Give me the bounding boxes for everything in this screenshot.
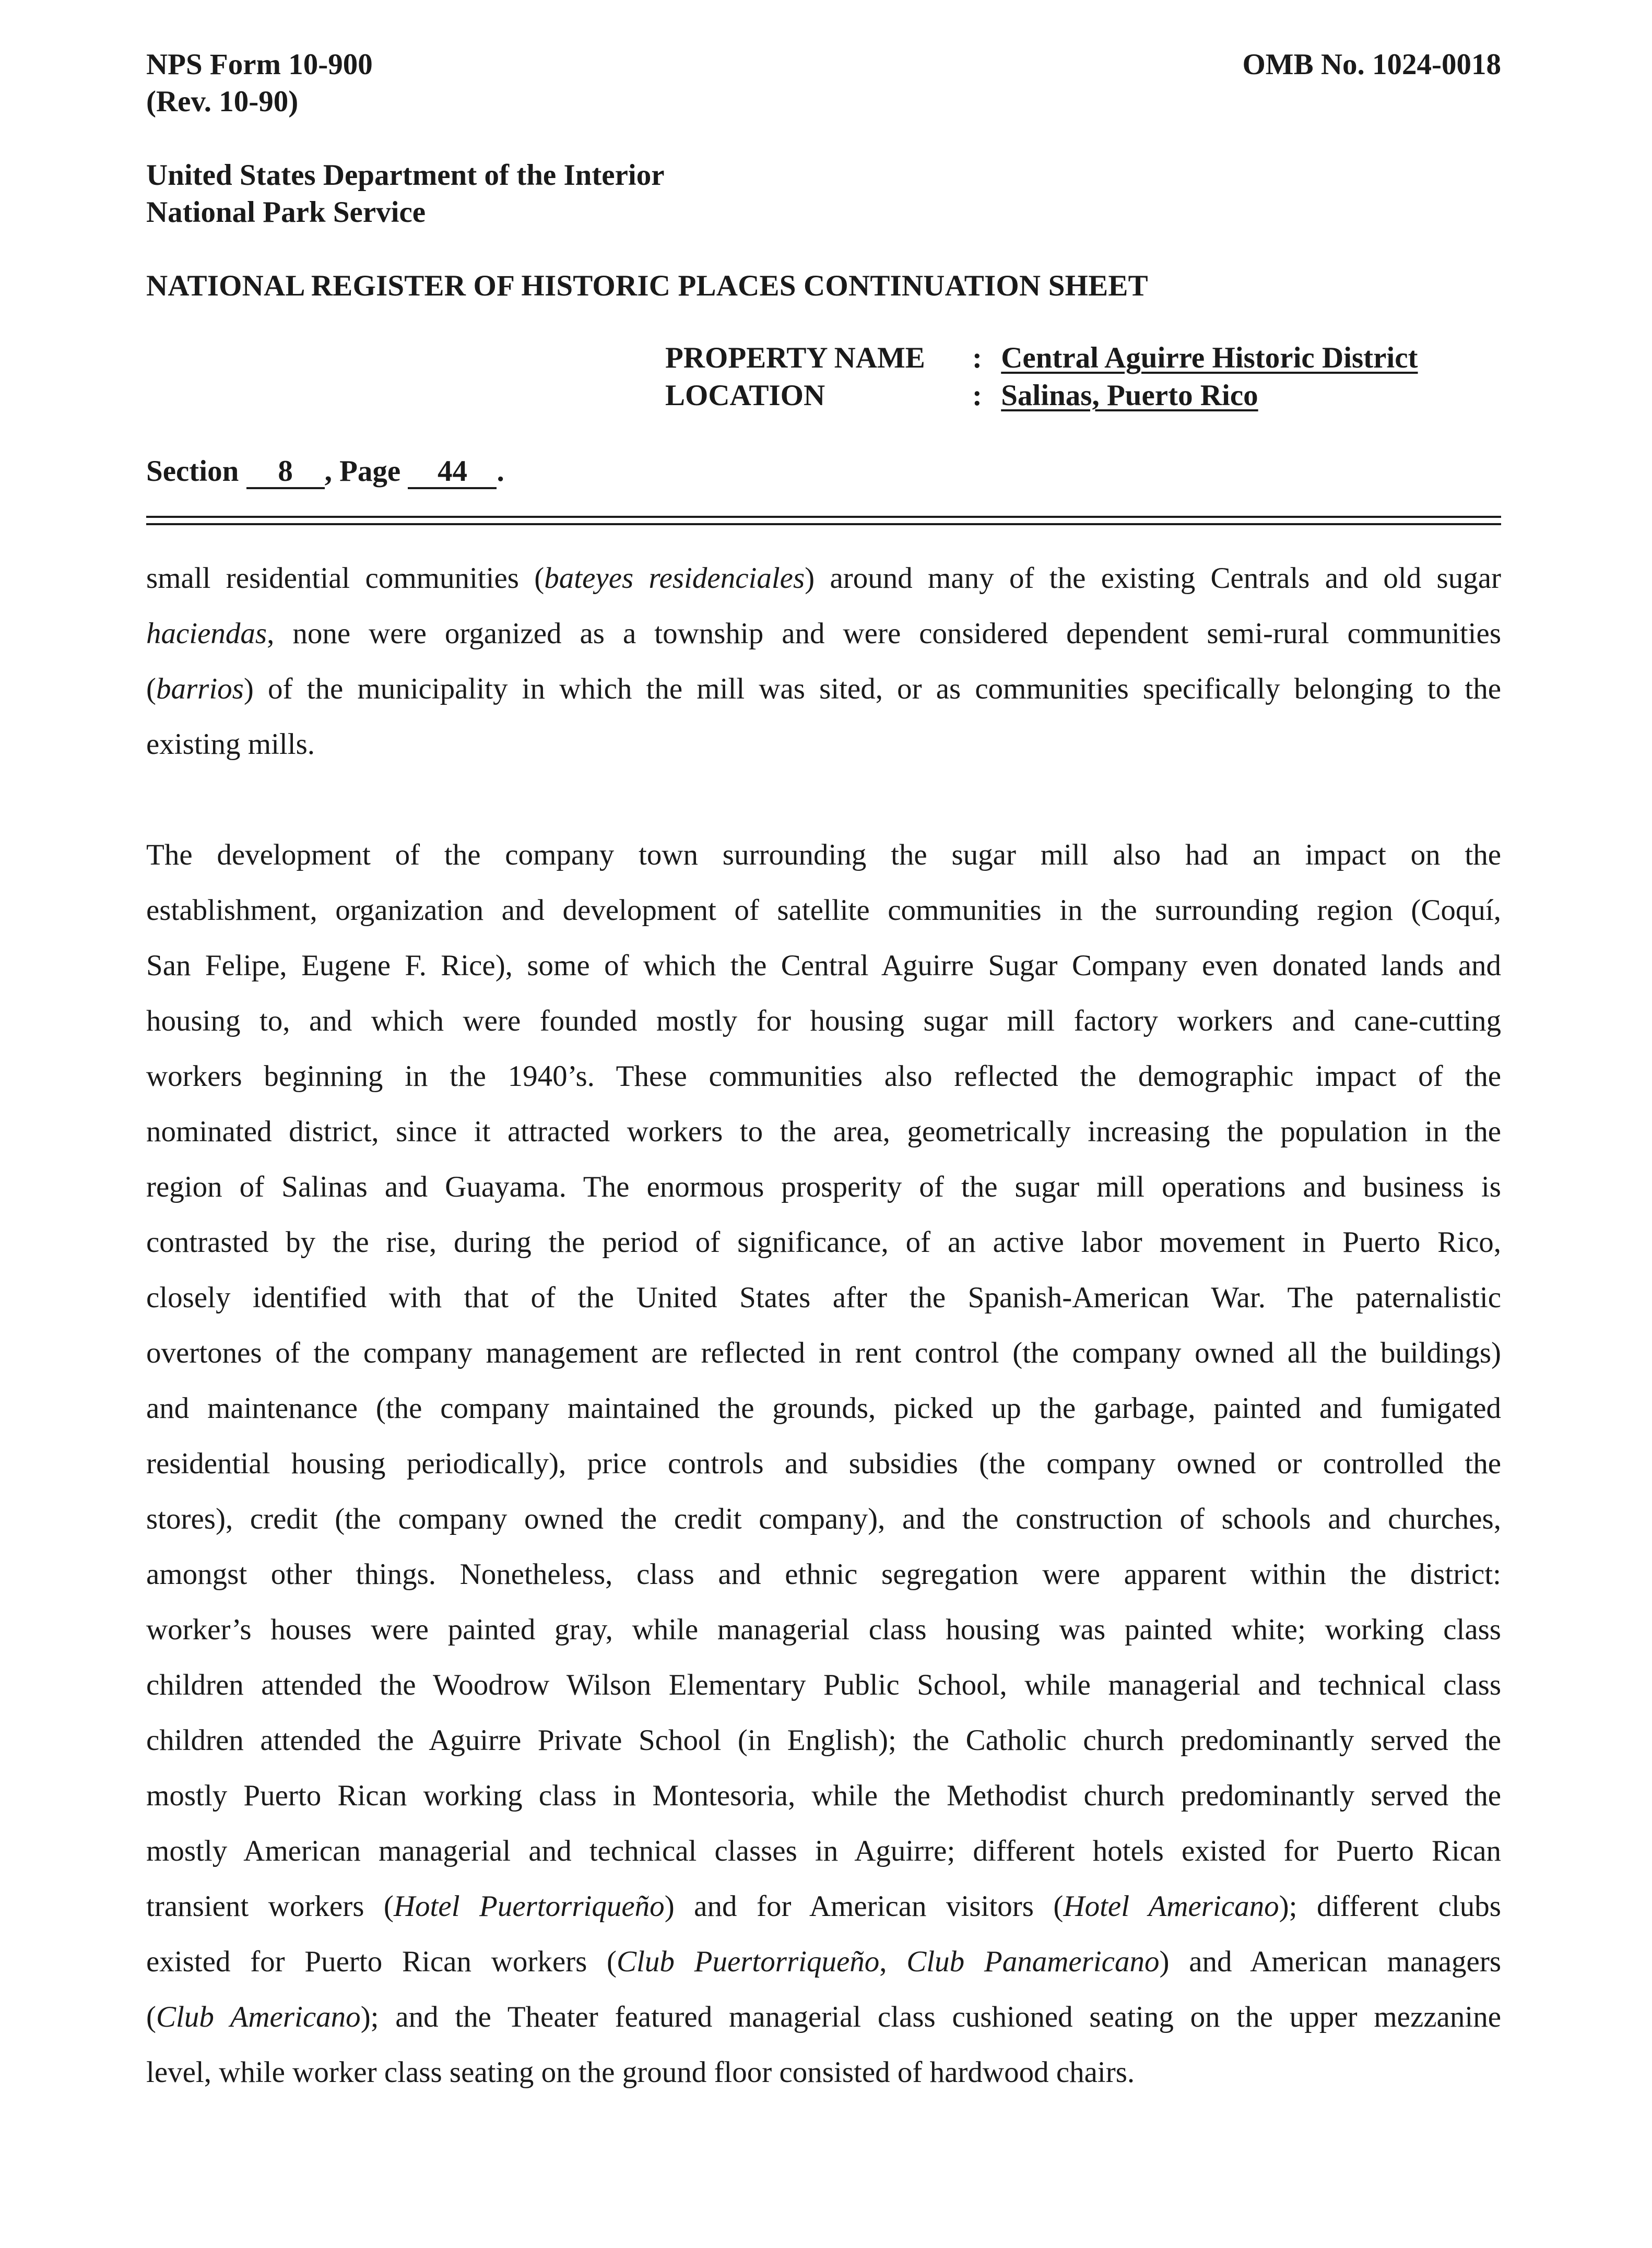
text-line: and maintenance (the company maintained the grounds, picked up the garbage, painted and fumigated xyxy=(146,1392,1501,1425)
text-line: housing to, and which were founded mostly for housing sugar mill factory workers and cane-cutting xyxy=(146,1004,1501,1037)
text-line: children attended the Aguirre Private School (in English); the Catholic church predominantly served the xyxy=(146,1724,1501,1757)
text-line: mostly Puerto Rican working class in Montesoria, while the Methodist church predominantly served the xyxy=(146,1779,1501,1812)
section-label: Section xyxy=(146,455,239,488)
text-line: level, while worker class seating on the ground floor consisted of hardwood chairs. xyxy=(146,2056,1135,2089)
page-number: 44 xyxy=(408,456,497,489)
location-row xyxy=(972,377,1418,415)
text-line: mostly American managerial and technical classes in Aguirre; different hotels existed for Puerto Rican xyxy=(146,1835,1501,1867)
italic-term: bateyes residenciales xyxy=(544,562,805,595)
department-line-2: National Park Service xyxy=(146,196,426,229)
text-line: existing mills. xyxy=(146,728,315,761)
text-line: children attended the Woodrow Wilson Elementary Public School, while managerial and technical class xyxy=(146,1669,1501,1701)
department-line-1: United States Department of the Interior xyxy=(146,159,665,192)
text-line: (barrios) of the municipality in which the mill was sited, or as communities specifically belonging to the xyxy=(146,672,1501,705)
section-page-line xyxy=(146,454,504,489)
text-line: establishment, organization and development of satellite communities in the surrounding region (Coquí, xyxy=(146,894,1501,927)
property-name-value: Central Aguirre Historic District xyxy=(1001,341,1418,374)
text-line: worker’s houses were painted gray, while managerial class housing was painted white; working class xyxy=(146,1613,1501,1646)
section-number: 8 xyxy=(246,456,325,489)
form-number: NPS Form 10-900 xyxy=(146,48,373,81)
body-paragraph-2 xyxy=(146,827,1501,2100)
text-line: overtones of the company management are reflected in rent control (the company owned all the buildings) xyxy=(146,1336,1501,1369)
separator: : xyxy=(972,379,982,412)
property-name-label: PROPERTY NAME xyxy=(665,341,925,374)
italic-term: Club Panamericano xyxy=(906,1945,1160,1978)
text-line: The development of the company town surrounding the sugar mill also had an impact on the xyxy=(146,838,1501,871)
text-line: workers beginning in the 1940’s. These communities also reflected the demographic impact of the xyxy=(146,1060,1501,1093)
text-line: (Club Americano); and the Theater featured managerial class cushioned seating on the upper mezzanine xyxy=(146,2001,1501,2033)
text-line: amongst other things. Nonetheless, class and ethnic segregation were apparent within the district: xyxy=(146,1558,1501,1591)
body-paragraph-1 xyxy=(146,551,1501,772)
italic-term: Hotel Americano xyxy=(1063,1890,1279,1923)
text-line: transient workers (Hotel Puertorriqueño) and for American visitors (Hotel Americano); different clubs xyxy=(146,1890,1501,1923)
text-line: stores), credit (the company owned the credit company), and the construction of schools and churches, xyxy=(146,1502,1501,1535)
text-line: contrasted by the rise, during the period of significance, of an active labor movement in Puerto Rico, xyxy=(146,1226,1501,1259)
form-id xyxy=(146,46,373,120)
department xyxy=(146,157,665,231)
text-line: haciendas, none were organized as a township and were considered dependent semi-rural communities xyxy=(146,617,1501,650)
property-name-row xyxy=(972,339,1418,377)
trailing-period: . xyxy=(497,455,504,488)
italic-term: Club Americano xyxy=(156,2001,361,2033)
form-revision: (Rev. 10-90) xyxy=(146,85,299,118)
italic-term: haciendas xyxy=(146,617,267,650)
divider-rule-bottom xyxy=(146,523,1501,525)
divider-rule-top xyxy=(146,516,1501,518)
omb-number: OMB No. 1024-0018 xyxy=(1242,48,1501,81)
location-value: Salinas, Puerto Rico xyxy=(1001,379,1258,412)
text-line: existed for Puerto Rican workers (Club Puertorriqueño, Club Panamericano) and American managers xyxy=(146,1945,1501,1978)
text-line: San Felipe, Eugene F. Rice), some of which the Central Aguirre Sugar Company even donated lands and xyxy=(146,949,1501,982)
property-values xyxy=(972,339,1418,415)
separator: : xyxy=(972,341,982,374)
text-line: closely identified with that of the United States after the Spanish-American War. The paternalistic xyxy=(146,1281,1501,1314)
sheet-title: NATIONAL REGISTER OF HISTORIC PLACES CONTINUATION SHEET xyxy=(146,269,1148,302)
property-block xyxy=(665,339,925,415)
text-line: residential housing periodically), price controls and subsidies (the company owned or controlled the xyxy=(146,1447,1501,1480)
italic-term: barrios xyxy=(156,672,244,705)
location-label: LOCATION xyxy=(665,379,825,412)
text-line: small residential communities (bateyes residenciales) around many of the existing Centrals and old sugar xyxy=(146,562,1502,595)
page-label: , Page xyxy=(324,455,401,488)
italic-term: Hotel Puertorriqueño xyxy=(393,1890,665,1923)
italic-term: Club Puertorriqueño xyxy=(617,1945,880,1978)
text-line: nominated district, since it attracted workers to the area, geometrically increasing the population in the xyxy=(146,1115,1501,1148)
text-line: region of Salinas and Guayama. The enormous prosperity of the sugar mill operations and business is xyxy=(146,1170,1501,1203)
